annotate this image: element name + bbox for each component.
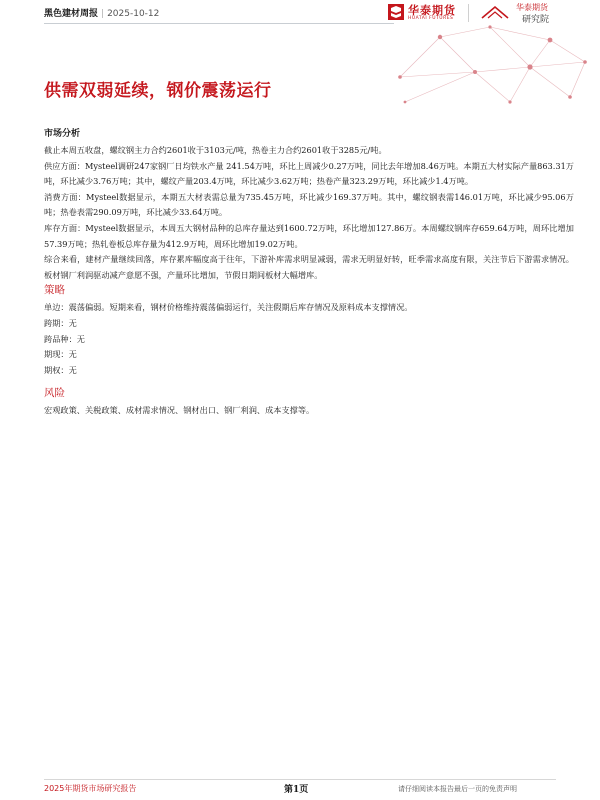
logo-english-name: HUATAI FUTURES — [408, 16, 454, 21]
report-name: 黑色建材周报 — [44, 9, 99, 19]
logo-chinese-name: 华泰期货 — [408, 4, 456, 17]
research-institute-icon — [480, 4, 510, 20]
header-rule — [44, 23, 394, 24]
report-header-title — [44, 6, 159, 19]
report-body — [44, 128, 574, 419]
footer-rule — [44, 779, 556, 780]
strategy-item: 期权：无 — [44, 364, 77, 375]
risk-heading: 风险 — [44, 387, 65, 400]
market-paragraph: 库存方面：Mysteel数据显示，本周五大钢材品种的总库存量达到1600.72万吨，环比增加127.86万。本周螺纹钢库存659.64万吨，周环比增加57.39万吨；热轧卷板总库存量为412.9万吨，周环比增加19.02万吨。 — [44, 222, 574, 249]
document-title: 供需双弱延续，钢价震荡运行 — [44, 81, 272, 101]
market-paragraph: 截止本周五收盘，螺纹钢主力合约2601收于3103元/吨，热卷主力合约2601收于3285元/吨。 — [44, 145, 387, 155]
market-paragraph: 供应方面：Mysteel调研247家钢厂日均铁水产量 241.54万吨，环比上周减少0.27万吨，同比去年增加8.46万吨。本期五大材实际产量863.31万吨，环比减少3.76万吨；其中，螺纹产量203.4万吨，环比减少3.62万吨；热卷产量323.29万吨，环比减少1.4万吨。 — [44, 160, 574, 187]
footer-report-series: 2025年期货市场研究报告 — [44, 784, 137, 793]
huatai-logo-icon — [388, 4, 404, 20]
logo-divider — [468, 4, 469, 22]
market-paragraph: 综合来看，建材产量继续回落，库存累库幅度高于往年，下游补库需求明显减弱，需求无明显好转，旺季需求高度有限，关注节后下游需求情况。板材钢厂利润驱动减产意愿不强，产量环比增加，节假日期间板材大幅增库。 — [44, 254, 574, 280]
network-decoration-graphic — [380, 22, 600, 112]
header-separator: | — [101, 9, 105, 19]
strategy-item: 期现：无 — [44, 349, 77, 360]
disclaimer-notice: 请仔细阅读本报告最后一页的免责声明 — [398, 785, 517, 793]
strategy-heading: 策略 — [44, 284, 65, 297]
strategy-item: 跨品种：无 — [44, 333, 85, 344]
page-number: 第1页 — [284, 785, 309, 795]
institute-brand: 华泰期货 — [516, 3, 548, 12]
risk-text: 宏观政策、关税政策、成材需求情况、钢材出口、钢厂利润、成本支撑等。 — [44, 405, 315, 416]
strategy-item: 跨期：无 — [44, 317, 77, 328]
report-date: 2025-10-12 — [107, 9, 160, 19]
strategy-item: 单边：震荡偏弱。短期来看，钢材价格维持震荡偏弱运行，关注假期后库存情况及原料成本支撑情况。 — [44, 302, 413, 313]
institute-name: 研究院 — [522, 15, 550, 25]
section-spacer — [44, 378, 574, 386]
market-analysis-heading: 市场分析 — [44, 129, 81, 139]
market-paragraph: 消费方面：Mysteel数据显示，本期五大材表需总量为735.45万吨，环比减少169.37万吨。其中，螺纹钢表需146.01万吨，环比减少95.06万吨；热卷表需290.09万吨，环比减少33.64万吨。 — [44, 191, 574, 218]
